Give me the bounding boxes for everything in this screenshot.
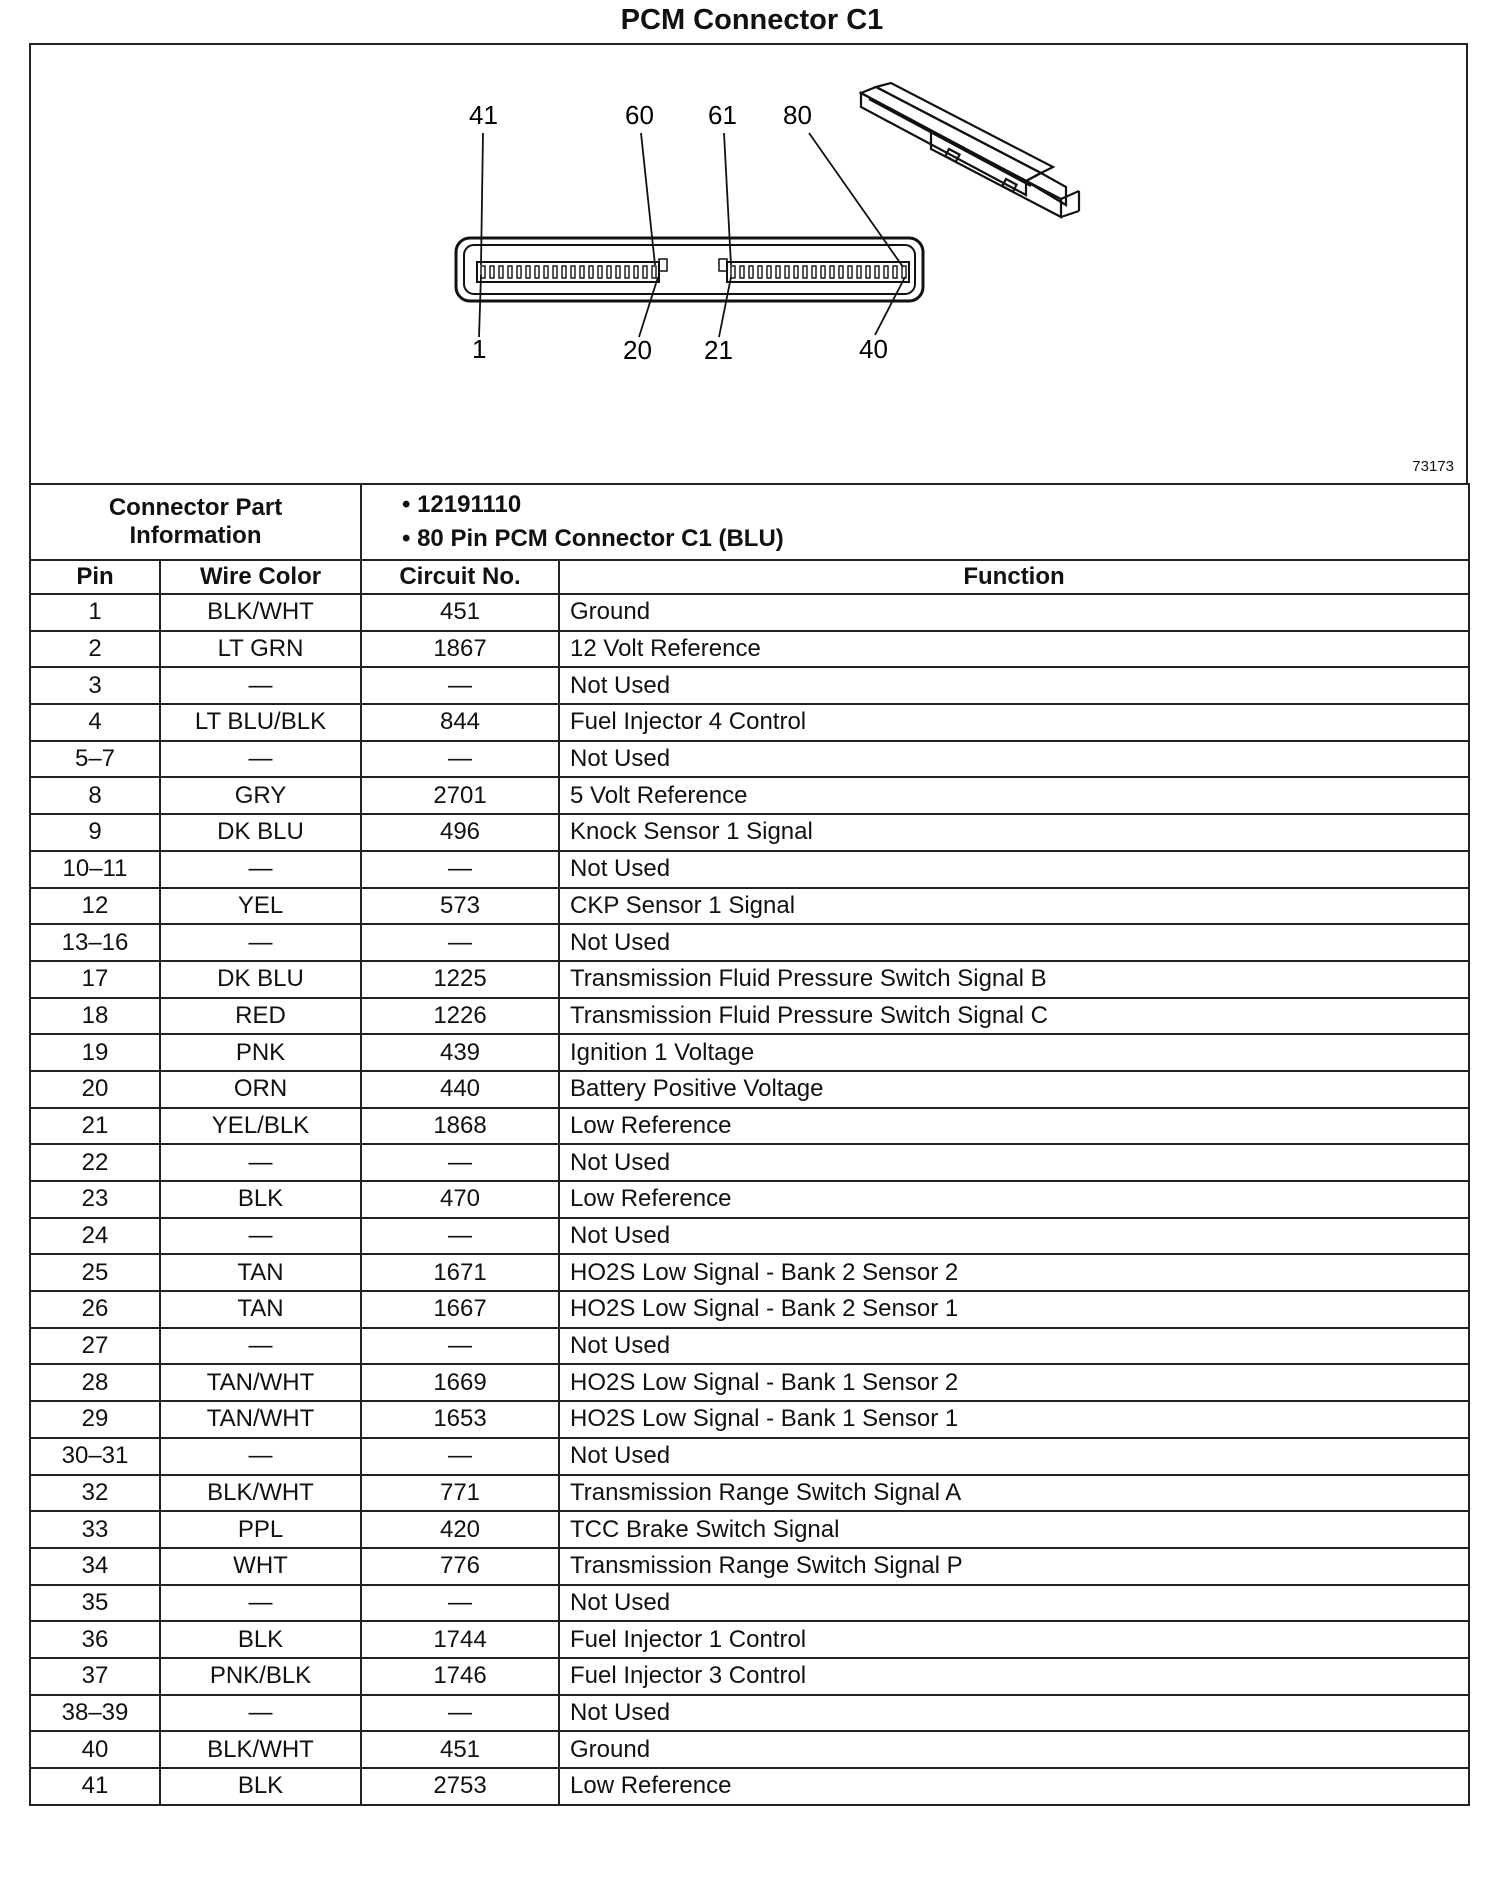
pin-socket bbox=[794, 266, 798, 278]
pin-cell: 33 bbox=[30, 1511, 160, 1548]
wire-color-cell: — bbox=[160, 1218, 361, 1255]
table-row bbox=[30, 814, 1469, 851]
pin-socket bbox=[884, 266, 888, 278]
circuit-no-cell: 776 bbox=[361, 1548, 559, 1585]
circuit-no-cell: 1226 bbox=[361, 998, 559, 1035]
circuit-no-cell: — bbox=[361, 924, 559, 961]
function-cell: Not Used bbox=[559, 1144, 1469, 1181]
table-row bbox=[30, 1181, 1469, 1218]
circuit-no-cell: 1671 bbox=[361, 1254, 559, 1291]
wire-color-cell: ORN bbox=[160, 1071, 361, 1108]
function-cell: Not Used bbox=[559, 851, 1469, 888]
table-row bbox=[30, 1731, 1469, 1768]
wire-color-cell: RED bbox=[160, 998, 361, 1035]
pin-cell: 23 bbox=[30, 1181, 160, 1218]
circuit-no-cell: 771 bbox=[361, 1475, 559, 1512]
function-cell: Not Used bbox=[559, 1438, 1469, 1475]
wire-color-cell: WHT bbox=[160, 1548, 361, 1585]
table-row bbox=[30, 1071, 1469, 1108]
pin-cell: 26 bbox=[30, 1291, 160, 1328]
pin-socket bbox=[893, 266, 897, 278]
callout-41: 41 bbox=[469, 100, 498, 130]
wire-color-cell: — bbox=[160, 1328, 361, 1365]
function-cell: 5 Volt Reference bbox=[559, 777, 1469, 814]
table-row bbox=[30, 1218, 1469, 1255]
function-cell: Not Used bbox=[559, 1218, 1469, 1255]
function-cell: Knock Sensor 1 Signal bbox=[559, 814, 1469, 851]
wire-color-cell: BLK/WHT bbox=[160, 1731, 361, 1768]
table-row bbox=[30, 1401, 1469, 1438]
connector-part-info-row bbox=[30, 484, 1469, 560]
pin-socket bbox=[758, 266, 762, 278]
pin-cell: 5–7 bbox=[30, 741, 160, 778]
wire-color-cell: TAN/WHT bbox=[160, 1401, 361, 1438]
circuit-no-cell: — bbox=[361, 1144, 559, 1181]
wire-color-cell: BLK/WHT bbox=[160, 1475, 361, 1512]
table-row bbox=[30, 924, 1469, 961]
pin-cell: 3 bbox=[30, 667, 160, 704]
function-cell: Transmission Fluid Pressure Switch Signal B bbox=[559, 961, 1469, 998]
table-row bbox=[30, 1475, 1469, 1512]
callout-20: 20 bbox=[623, 335, 652, 365]
pin-cell: 4 bbox=[30, 704, 160, 741]
wire-color-cell: BLK bbox=[160, 1181, 361, 1218]
table-row bbox=[30, 1585, 1469, 1622]
function-cell: Fuel Injector 4 Control bbox=[559, 704, 1469, 741]
wire-color-cell: — bbox=[160, 1695, 361, 1732]
pin-cell: 28 bbox=[30, 1364, 160, 1401]
function-cell: Ground bbox=[559, 594, 1469, 631]
pin-socket bbox=[598, 266, 602, 278]
circuit-no-cell: 1868 bbox=[361, 1108, 559, 1145]
table-row bbox=[30, 1621, 1469, 1658]
function-cell: Ignition 1 Voltage bbox=[559, 1034, 1469, 1071]
pin-cell: 30–31 bbox=[30, 1438, 160, 1475]
callout-40: 40 bbox=[859, 334, 888, 364]
function-cell: CKP Sensor 1 Signal bbox=[559, 888, 1469, 925]
pin-cell: 24 bbox=[30, 1218, 160, 1255]
pin-socket bbox=[776, 266, 780, 278]
circuit-no-cell: — bbox=[361, 1218, 559, 1255]
cpi-label-line1: Connector Part bbox=[108, 494, 283, 521]
wire-color-cell: — bbox=[160, 667, 361, 704]
function-cell: Low Reference bbox=[559, 1768, 1469, 1805]
pin-row-right bbox=[731, 266, 906, 278]
function-cell: Fuel Injector 3 Control bbox=[559, 1658, 1469, 1695]
wire-color-cell: BLK/WHT bbox=[160, 594, 361, 631]
function-cell: Not Used bbox=[559, 924, 1469, 961]
pin-socket bbox=[580, 266, 584, 278]
circuit-no-cell: 2701 bbox=[361, 777, 559, 814]
wire-color-cell: YEL bbox=[160, 888, 361, 925]
wire-color-cell: GRY bbox=[160, 777, 361, 814]
function-cell: Not Used bbox=[559, 1585, 1469, 1622]
circuit-no-cell: — bbox=[361, 851, 559, 888]
table-row bbox=[30, 851, 1469, 888]
pin-cell: 34 bbox=[30, 1548, 160, 1585]
pin-cell: 19 bbox=[30, 1034, 160, 1071]
pin-cell: 10–11 bbox=[30, 851, 160, 888]
pin-cell: 40 bbox=[30, 1731, 160, 1768]
connector-part-info-values bbox=[361, 484, 1469, 560]
wire-color-cell: — bbox=[160, 851, 361, 888]
pin-socket bbox=[517, 266, 521, 278]
circuit-no-cell: — bbox=[361, 1585, 559, 1622]
function-cell: Transmission Range Switch Signal A bbox=[559, 1475, 1469, 1512]
pin-cell: 41 bbox=[30, 1768, 160, 1805]
function-cell: Low Reference bbox=[559, 1108, 1469, 1145]
pin-cell: 36 bbox=[30, 1621, 160, 1658]
circuit-no-cell: 1669 bbox=[361, 1364, 559, 1401]
pin-socket bbox=[625, 266, 629, 278]
pin-cell: 13–16 bbox=[30, 924, 160, 961]
function-cell: HO2S Low Signal - Bank 1 Sensor 2 bbox=[559, 1364, 1469, 1401]
pin-socket bbox=[866, 266, 870, 278]
pin-socket bbox=[785, 266, 789, 278]
wire-color-cell: — bbox=[160, 924, 361, 961]
table-body bbox=[30, 594, 1469, 1805]
pin-cell: 17 bbox=[30, 961, 160, 998]
pin-socket bbox=[571, 266, 575, 278]
pin-socket bbox=[803, 266, 807, 278]
header-pin: Pin bbox=[30, 560, 160, 594]
table-header-row bbox=[30, 560, 1469, 594]
pin-socket bbox=[544, 266, 548, 278]
table-row bbox=[30, 704, 1469, 741]
function-cell: Low Reference bbox=[559, 1181, 1469, 1218]
circuit-no-cell: 1746 bbox=[361, 1658, 559, 1695]
pin-row-left bbox=[481, 266, 656, 278]
circuit-no-cell: 440 bbox=[361, 1071, 559, 1108]
pin-cell: 38–39 bbox=[30, 1695, 160, 1732]
header-circuit-no: Circuit No. bbox=[361, 560, 559, 594]
function-cell: Transmission Fluid Pressure Switch Signal C bbox=[559, 998, 1469, 1035]
table-row bbox=[30, 741, 1469, 778]
function-cell: HO2S Low Signal - Bank 2 Sensor 2 bbox=[559, 1254, 1469, 1291]
pin-cell: 20 bbox=[30, 1071, 160, 1108]
circuit-no-cell: 1744 bbox=[361, 1621, 559, 1658]
wire-color-cell: PNK/BLK bbox=[160, 1658, 361, 1695]
wire-color-cell: TAN bbox=[160, 1254, 361, 1291]
table-row bbox=[30, 1364, 1469, 1401]
circuit-no-cell: 1653 bbox=[361, 1401, 559, 1438]
function-cell: Battery Positive Voltage bbox=[559, 1071, 1469, 1108]
wire-color-cell: BLK bbox=[160, 1768, 361, 1805]
wire-color-cell: BLK bbox=[160, 1621, 361, 1658]
callout-21: 21 bbox=[704, 335, 733, 365]
table-row bbox=[30, 1144, 1469, 1181]
circuit-no-cell: — bbox=[361, 741, 559, 778]
wire-color-cell: DK BLU bbox=[160, 961, 361, 998]
table-row bbox=[30, 998, 1469, 1035]
pin-socket bbox=[875, 266, 879, 278]
page-title: PCM Connector C1 bbox=[620, 4, 884, 36]
pin-socket bbox=[490, 266, 494, 278]
circuit-no-cell: 844 bbox=[361, 704, 559, 741]
circuit-no-cell: 1867 bbox=[361, 631, 559, 668]
pin-socket bbox=[812, 266, 816, 278]
table-row bbox=[30, 1034, 1469, 1071]
circuit-no-cell: 573 bbox=[361, 888, 559, 925]
connector-illustration bbox=[31, 45, 1466, 485]
circuit-no-cell: 1667 bbox=[361, 1291, 559, 1328]
pin-socket bbox=[607, 266, 611, 278]
pin-cell: 1 bbox=[30, 594, 160, 631]
table-row bbox=[30, 1548, 1469, 1585]
circuit-no-cell: — bbox=[361, 1438, 559, 1475]
pin-socket bbox=[731, 266, 735, 278]
pin-socket bbox=[553, 266, 557, 278]
callout-61: 61 bbox=[708, 100, 737, 130]
pin-cell: 8 bbox=[30, 777, 160, 814]
pin-socket bbox=[749, 266, 753, 278]
circuit-no-cell: 1225 bbox=[361, 961, 559, 998]
header-wire-color: Wire Color bbox=[160, 560, 361, 594]
pin-cell: 12 bbox=[30, 888, 160, 925]
pin-socket bbox=[857, 266, 861, 278]
wire-color-cell: — bbox=[160, 1585, 361, 1622]
table-row bbox=[30, 1328, 1469, 1365]
table-row bbox=[30, 1291, 1469, 1328]
circuit-no-cell: 451 bbox=[361, 1731, 559, 1768]
wire-color-cell: PPL bbox=[160, 1511, 361, 1548]
header-function: Function bbox=[559, 560, 1469, 594]
connector-part-info-label bbox=[30, 484, 361, 560]
function-cell: TCC Brake Switch Signal bbox=[559, 1511, 1469, 1548]
pin-cell: 29 bbox=[30, 1401, 160, 1438]
callout-60: 60 bbox=[625, 100, 654, 130]
callout-80: 80 bbox=[783, 100, 812, 130]
table-row bbox=[30, 1768, 1469, 1805]
circuit-no-cell: 470 bbox=[361, 1181, 559, 1218]
table-row bbox=[30, 1438, 1469, 1475]
pin-cell: 9 bbox=[30, 814, 160, 851]
function-cell: Ground bbox=[559, 1731, 1469, 1768]
connector-description: • 80 Pin PCM Connector C1 (BLU) bbox=[402, 525, 784, 552]
function-cell: Not Used bbox=[559, 667, 1469, 704]
pin-socket bbox=[634, 266, 638, 278]
table-row bbox=[30, 888, 1469, 925]
pin-socket bbox=[535, 266, 539, 278]
connector-diagram bbox=[29, 43, 1468, 483]
pin-socket bbox=[830, 266, 834, 278]
circuit-no-cell: 420 bbox=[361, 1511, 559, 1548]
function-cell: Fuel Injector 1 Control bbox=[559, 1621, 1469, 1658]
circuit-no-cell: 2753 bbox=[361, 1768, 559, 1805]
pin-socket bbox=[616, 266, 620, 278]
wire-color-cell: PNK bbox=[160, 1034, 361, 1071]
pin-socket bbox=[652, 266, 656, 278]
pin-cell: 21 bbox=[30, 1108, 160, 1145]
table-row bbox=[30, 1511, 1469, 1548]
callout-1: 1 bbox=[472, 334, 487, 364]
pin-socket bbox=[740, 266, 744, 278]
table-row bbox=[30, 1695, 1469, 1732]
circuit-no-cell: 451 bbox=[361, 594, 559, 631]
pin-socket bbox=[839, 266, 843, 278]
table-row bbox=[30, 594, 1469, 631]
pin-cell: 32 bbox=[30, 1475, 160, 1512]
pin-cell: 35 bbox=[30, 1585, 160, 1622]
function-cell: HO2S Low Signal - Bank 2 Sensor 1 bbox=[559, 1291, 1469, 1328]
pin-socket bbox=[526, 266, 530, 278]
pin-socket bbox=[848, 266, 852, 278]
function-cell: Transmission Range Switch Signal P bbox=[559, 1548, 1469, 1585]
pin-cell: 18 bbox=[30, 998, 160, 1035]
pin-socket bbox=[562, 266, 566, 278]
function-cell: 12 Volt Reference bbox=[559, 631, 1469, 668]
pin-cell: 22 bbox=[30, 1144, 160, 1181]
wire-color-cell: — bbox=[160, 1144, 361, 1181]
pin-cell: 27 bbox=[30, 1328, 160, 1365]
circuit-no-cell: — bbox=[361, 667, 559, 704]
cpi-label-line2: Information bbox=[129, 522, 262, 549]
circuit-no-cell: 439 bbox=[361, 1034, 559, 1071]
wire-color-cell: — bbox=[160, 1438, 361, 1475]
table-row bbox=[30, 1108, 1469, 1145]
function-cell: Not Used bbox=[559, 1328, 1469, 1365]
part-number: • 12191110 bbox=[402, 491, 522, 518]
pin-cell: 25 bbox=[30, 1254, 160, 1291]
pin-cell: 37 bbox=[30, 1658, 160, 1695]
function-cell: Not Used bbox=[559, 741, 1469, 778]
drawing-number: 73173 bbox=[1412, 458, 1454, 475]
function-cell: HO2S Low Signal - Bank 1 Sensor 1 bbox=[559, 1401, 1469, 1438]
wire-color-cell: YEL/BLK bbox=[160, 1108, 361, 1145]
table-row bbox=[30, 631, 1469, 668]
pin-socket bbox=[589, 266, 593, 278]
table-row bbox=[30, 1254, 1469, 1291]
table-row bbox=[30, 777, 1469, 814]
wire-color-cell: LT GRN bbox=[160, 631, 361, 668]
circuit-no-cell: — bbox=[361, 1695, 559, 1732]
pin-socket bbox=[902, 266, 906, 278]
pinout-table bbox=[29, 483, 1470, 1806]
table-row bbox=[30, 667, 1469, 704]
wire-color-cell: — bbox=[160, 741, 361, 778]
connector-isometric bbox=[861, 83, 1079, 217]
function-cell: Not Used bbox=[559, 1695, 1469, 1732]
wire-color-cell: LT BLU/BLK bbox=[160, 704, 361, 741]
pin-socket bbox=[508, 266, 512, 278]
circuit-no-cell: — bbox=[361, 1328, 559, 1365]
pin-socket bbox=[643, 266, 647, 278]
wire-color-cell: TAN/WHT bbox=[160, 1364, 361, 1401]
circuit-no-cell: 496 bbox=[361, 814, 559, 851]
table-row bbox=[30, 1658, 1469, 1695]
wire-color-cell: TAN bbox=[160, 1291, 361, 1328]
table-row bbox=[30, 961, 1469, 998]
pin-socket bbox=[821, 266, 825, 278]
pin-cell: 2 bbox=[30, 631, 160, 668]
wire-color-cell: DK BLU bbox=[160, 814, 361, 851]
pin-socket bbox=[767, 266, 771, 278]
pin-socket bbox=[499, 266, 503, 278]
